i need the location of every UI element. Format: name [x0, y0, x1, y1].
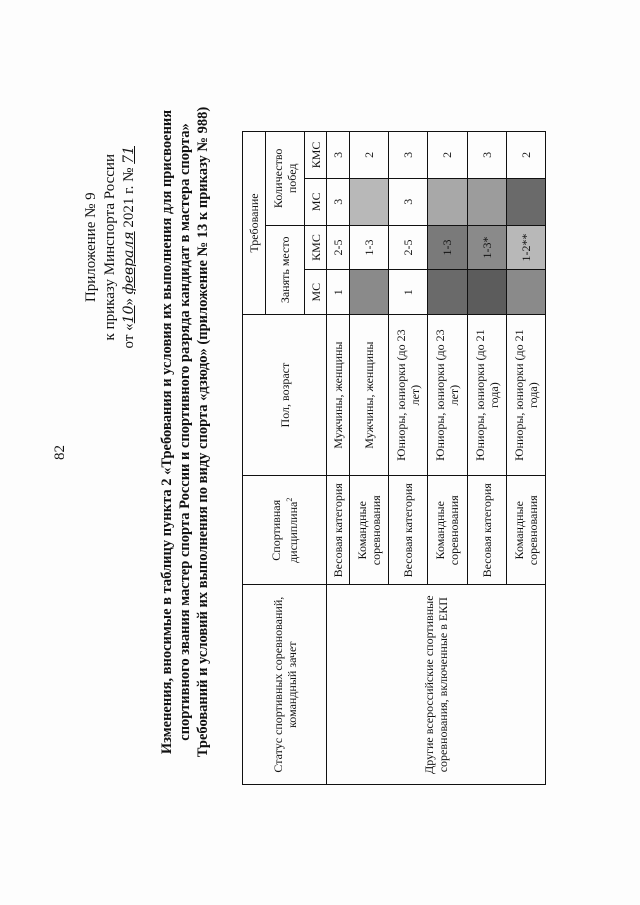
group-label: Другие всероссийские спортивные соревнования, включенные в ЕКП	[327, 585, 546, 785]
annex-block	[82, 146, 139, 348]
row-wins-kms: 2	[506, 132, 545, 179]
row-discipline: Командные соревнования	[349, 476, 388, 585]
header-requirement: Требование	[243, 132, 266, 315]
document-heading: Изменения, вносимые в таблицу пункта 2 «Требования и условия их выполнения для присвоения спортивного звания мастер спорта России и спортивного разряда кандидат в мастера спорта» Требований и условий их выполнения по виду спорта «дзюдо» (приложение № 13 к приказу № 988)	[159, 106, 211, 758]
header-wins-kms: КМС	[304, 132, 327, 179]
header-place-kms: КМС	[304, 225, 327, 270]
header-discipline	[243, 476, 327, 585]
row-wins-ms: 3	[327, 178, 350, 225]
page-number: 82	[52, 445, 68, 460]
row-wins-ms	[428, 178, 467, 225]
row-wins-kms: 3	[467, 132, 506, 179]
header-wins: Количество побед	[265, 132, 304, 226]
row-discipline: Весовая категория	[327, 476, 350, 585]
row-place-ms	[428, 270, 467, 315]
row-place-kms: 1-3*	[467, 225, 506, 270]
row-place-ms	[506, 270, 545, 315]
row-sex-age: Юниоры, юниорки (до 21 года)	[506, 315, 545, 476]
row-wins-kms: 2	[428, 132, 467, 179]
annex-year: 2021 г. №	[121, 163, 137, 232]
annex-title: Приложение № 9	[83, 192, 99, 303]
header-sex-age: Пол, возраст	[243, 315, 327, 476]
header-discipline-sup: 2	[285, 497, 295, 502]
row-wins-ms: 3	[389, 178, 428, 225]
row-sex-age: Мужчины, женщины	[349, 315, 388, 476]
row-discipline: Весовая категория	[389, 476, 428, 585]
header-discipline-label: Спортивная дисциплина	[269, 499, 301, 563]
row-place-kms: 2-5	[327, 225, 350, 270]
requirements-table	[242, 131, 546, 785]
row-wins-kms: 3	[327, 132, 350, 179]
row-place-ms	[467, 270, 506, 315]
table-row	[327, 132, 350, 785]
annex-order: к приказу Минспорта России	[102, 154, 118, 341]
row-place-kms: 1-3	[349, 225, 388, 270]
annex-date-mid: »	[121, 294, 137, 306]
table-header-row	[243, 132, 266, 785]
row-discipline: Командные соревнования	[428, 476, 467, 585]
row-wins-kms: 2	[349, 132, 388, 179]
header-status: Статус спортивных соревнований, командный зачет	[243, 585, 327, 785]
row-sex-age: Мужчины, женщины	[327, 315, 350, 476]
row-discipline: Весовая категория	[467, 476, 506, 585]
row-place-ms: 1	[389, 270, 428, 315]
row-wins-kms: 3	[389, 132, 428, 179]
row-place-kms: 1-3	[428, 225, 467, 270]
annex-date-line	[120, 146, 139, 348]
row-sex-age: Юниоры, юниорки (до 23 лет)	[389, 315, 428, 476]
row-wins-ms	[349, 178, 388, 225]
header-place-ms: МС	[304, 270, 327, 315]
row-place-ms: 1	[327, 270, 350, 315]
header-place: Занять место	[265, 225, 304, 314]
row-place-ms	[349, 270, 388, 315]
row-wins-ms	[506, 178, 545, 225]
row-place-kms: 2-5	[389, 225, 428, 270]
row-discipline: Командные соревнования	[506, 476, 545, 585]
annex-number: 71	[121, 146, 137, 164]
annex-day: 10	[121, 305, 137, 324]
row-sex-age: Юниоры, юниорки (до 21 года)	[467, 315, 506, 476]
annex-date-prefix: от «	[121, 323, 137, 349]
row-sex-age: Юниоры, юниорки (до 23 лет)	[428, 315, 467, 476]
row-place-kms: 1-2**	[506, 225, 545, 270]
annex-month: февраля	[121, 231, 137, 295]
row-wins-ms	[467, 178, 506, 225]
header-wins-ms: МС	[304, 178, 327, 225]
